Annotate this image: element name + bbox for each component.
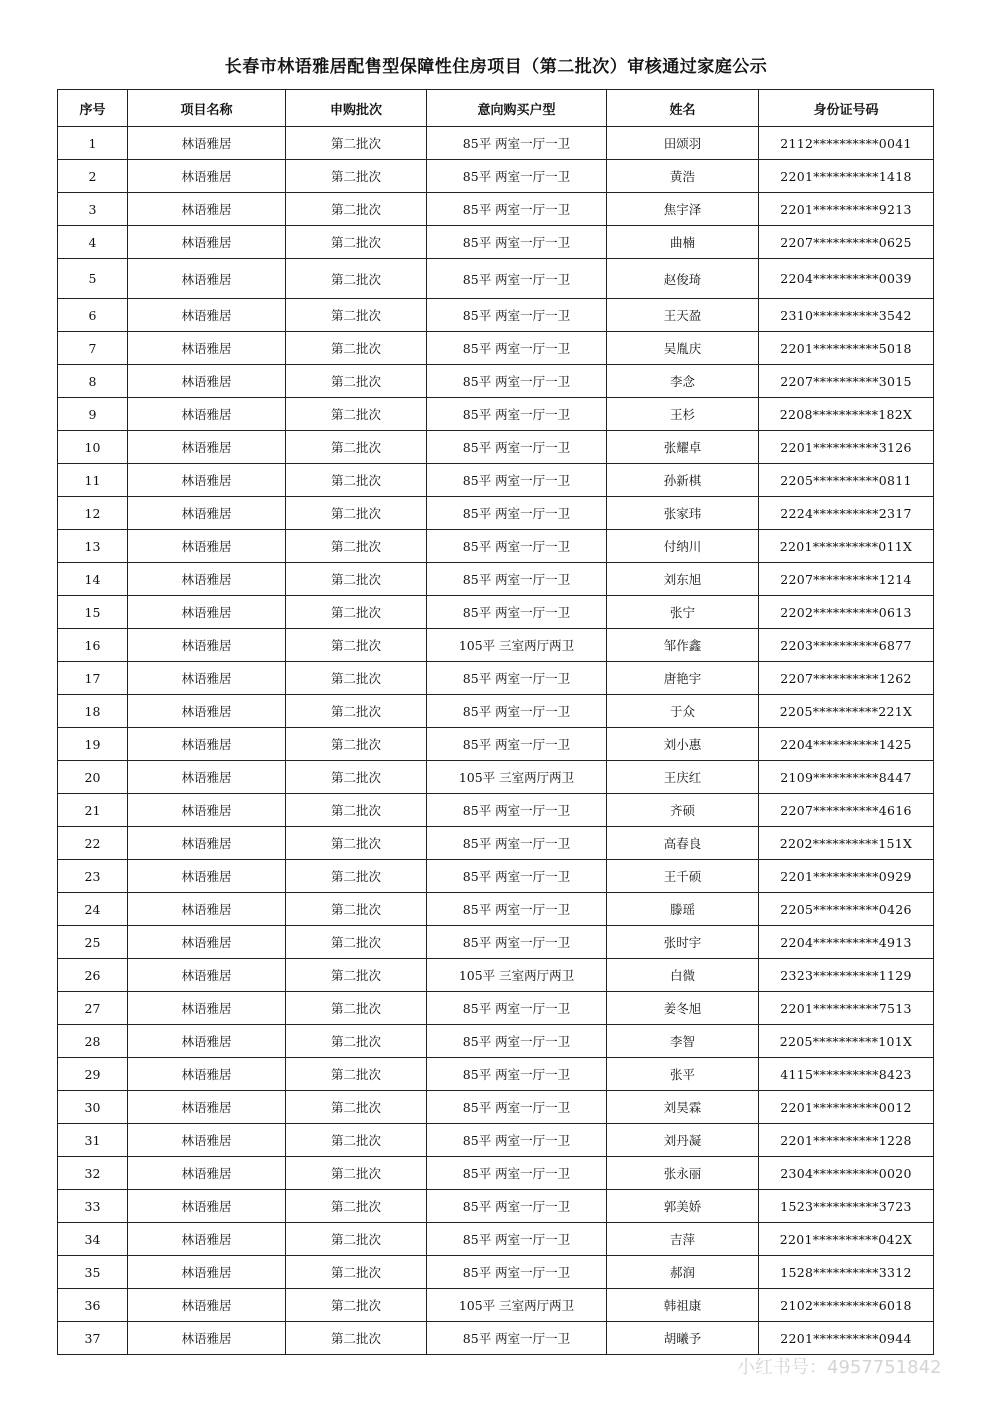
table-row — [58, 761, 934, 794]
table-row — [58, 226, 934, 259]
row-unit-type: 85平 两室一厅一卫 — [427, 1190, 607, 1223]
row-index: 2 — [58, 160, 128, 193]
row-name: 郭美娇 — [607, 1190, 759, 1223]
row-index: 31 — [58, 1124, 128, 1157]
row-name: 刘东旭 — [607, 563, 759, 596]
row-name: 郝润 — [607, 1256, 759, 1289]
row-batch: 第二批次 — [286, 530, 427, 563]
row-id-number: 2201**********1418 — [759, 160, 934, 193]
row-index: 20 — [58, 761, 128, 794]
row-unit-type: 85平 两室一厅一卫 — [427, 1223, 607, 1256]
row-index: 18 — [58, 695, 128, 728]
row-batch: 第二批次 — [286, 1322, 427, 1355]
row-project-name: 林语雅居 — [128, 893, 286, 926]
row-batch: 第二批次 — [286, 893, 427, 926]
row-project-name: 林语雅居 — [128, 1157, 286, 1190]
row-index: 23 — [58, 860, 128, 893]
table-row — [58, 1190, 934, 1223]
row-index: 7 — [58, 332, 128, 365]
row-project-name: 林语雅居 — [128, 695, 286, 728]
row-id-number: 2207**********1214 — [759, 563, 934, 596]
row-unit-type: 85平 两室一厅一卫 — [427, 299, 607, 332]
row-unit-type: 105平 三室两厅两卫 — [427, 629, 607, 662]
row-batch: 第二批次 — [286, 1256, 427, 1289]
table-row — [58, 926, 934, 959]
row-project-name: 林语雅居 — [128, 992, 286, 1025]
row-id-number: 2207**********0625 — [759, 226, 934, 259]
row-index: 16 — [58, 629, 128, 662]
row-unit-type: 85平 两室一厅一卫 — [427, 893, 607, 926]
row-id-number: 2201**********011X — [759, 530, 934, 563]
row-batch: 第二批次 — [286, 992, 427, 1025]
row-batch: 第二批次 — [286, 761, 427, 794]
row-index: 27 — [58, 992, 128, 1025]
row-index: 15 — [58, 596, 128, 629]
row-batch: 第二批次 — [286, 497, 427, 530]
row-batch: 第二批次 — [286, 596, 427, 629]
row-name: 吴胤庆 — [607, 332, 759, 365]
table-row — [58, 431, 934, 464]
table-row — [58, 299, 934, 332]
row-name: 韩祖康 — [607, 1289, 759, 1322]
row-name: 张耀卓 — [607, 431, 759, 464]
row-index: 13 — [58, 530, 128, 563]
row-unit-type: 85平 两室一厅一卫 — [427, 1157, 607, 1190]
row-unit-type: 85平 两室一厅一卫 — [427, 827, 607, 860]
row-project-name: 林语雅居 — [128, 1322, 286, 1355]
table-row — [58, 629, 934, 662]
row-id-number: 2201**********9213 — [759, 193, 934, 226]
header-unit-type: 意向购买户型 — [427, 90, 607, 127]
row-batch: 第二批次 — [286, 365, 427, 398]
row-id-number: 1528**********3312 — [759, 1256, 934, 1289]
row-name: 张家玮 — [607, 497, 759, 530]
row-project-name: 林语雅居 — [128, 1058, 286, 1091]
row-project-name: 林语雅居 — [128, 563, 286, 596]
row-index: 25 — [58, 926, 128, 959]
row-unit-type: 85平 两室一厅一卫 — [427, 728, 607, 761]
table-row — [58, 1157, 934, 1190]
row-unit-type: 85平 两室一厅一卫 — [427, 259, 607, 299]
table-row — [58, 530, 934, 563]
table-row — [58, 959, 934, 992]
row-id-number: 2201**********0929 — [759, 860, 934, 893]
table-row — [58, 259, 934, 299]
table-row — [58, 1025, 934, 1058]
row-project-name: 林语雅居 — [128, 794, 286, 827]
row-name: 曲楠 — [607, 226, 759, 259]
row-name: 李智 — [607, 1025, 759, 1058]
row-project-name: 林语雅居 — [128, 1256, 286, 1289]
table-row — [58, 497, 934, 530]
row-unit-type: 85平 两室一厅一卫 — [427, 464, 607, 497]
row-project-name: 林语雅居 — [128, 398, 286, 431]
row-name: 刘昊霖 — [607, 1091, 759, 1124]
table-row — [58, 464, 934, 497]
table-row — [58, 596, 934, 629]
row-unit-type: 85平 两室一厅一卫 — [427, 1058, 607, 1091]
row-id-number: 2201**********1228 — [759, 1124, 934, 1157]
row-project-name: 林语雅居 — [128, 629, 286, 662]
row-id-number: 2102**********6018 — [759, 1289, 934, 1322]
table-row — [58, 1058, 934, 1091]
row-id-number: 2112**********0041 — [759, 127, 934, 160]
row-batch: 第二批次 — [286, 827, 427, 860]
header-id-number: 身份证号码 — [759, 90, 934, 127]
row-unit-type: 85平 两室一厅一卫 — [427, 497, 607, 530]
row-unit-type: 85平 两室一厅一卫 — [427, 431, 607, 464]
row-unit-type: 85平 两室一厅一卫 — [427, 365, 607, 398]
row-project-name: 林语雅居 — [128, 193, 286, 226]
row-name: 赵俊琦 — [607, 259, 759, 299]
row-id-number: 2207**********3015 — [759, 365, 934, 398]
row-name: 王千硕 — [607, 860, 759, 893]
row-name: 白微 — [607, 959, 759, 992]
row-unit-type: 85平 两室一厅一卫 — [427, 1322, 607, 1355]
row-unit-type: 85平 两室一厅一卫 — [427, 127, 607, 160]
row-name: 邹作鑫 — [607, 629, 759, 662]
row-name: 刘小惠 — [607, 728, 759, 761]
row-id-number: 2205**********0811 — [759, 464, 934, 497]
row-name: 张宁 — [607, 596, 759, 629]
row-batch: 第二批次 — [286, 259, 427, 299]
row-id-number: 2201**********3126 — [759, 431, 934, 464]
row-id-number: 2207**********1262 — [759, 662, 934, 695]
row-unit-type: 85平 两室一厅一卫 — [427, 226, 607, 259]
row-batch: 第二批次 — [286, 695, 427, 728]
row-unit-type: 105平 三室两厅两卫 — [427, 959, 607, 992]
row-batch: 第二批次 — [286, 1058, 427, 1091]
row-name: 滕瑶 — [607, 893, 759, 926]
row-id-number: 2204**********1425 — [759, 728, 934, 761]
table-row — [58, 398, 934, 431]
row-index: 9 — [58, 398, 128, 431]
header-project-name: 项目名称 — [128, 90, 286, 127]
row-project-name: 林语雅居 — [128, 761, 286, 794]
row-batch: 第二批次 — [286, 1025, 427, 1058]
row-project-name: 林语雅居 — [128, 662, 286, 695]
row-id-number: 2202**********151X — [759, 827, 934, 860]
row-id-number: 2205**********221X — [759, 695, 934, 728]
row-batch: 第二批次 — [286, 1157, 427, 1190]
row-unit-type: 85平 两室一厅一卫 — [427, 160, 607, 193]
row-index: 30 — [58, 1091, 128, 1124]
watermark-text: 小红书号：4957751842 — [737, 1357, 942, 1378]
row-name: 张平 — [607, 1058, 759, 1091]
table-row — [58, 127, 934, 160]
table-row — [58, 1256, 934, 1289]
row-unit-type: 105平 三室两厅两卫 — [427, 1289, 607, 1322]
row-batch: 第二批次 — [286, 629, 427, 662]
row-name: 王天盈 — [607, 299, 759, 332]
row-index: 21 — [58, 794, 128, 827]
row-index: 17 — [58, 662, 128, 695]
row-project-name: 林语雅居 — [128, 464, 286, 497]
row-id-number: 2203**********6877 — [759, 629, 934, 662]
row-name: 唐艳宇 — [607, 662, 759, 695]
row-project-name: 林语雅居 — [128, 160, 286, 193]
row-index: 29 — [58, 1058, 128, 1091]
row-index: 37 — [58, 1322, 128, 1355]
family-list-table — [57, 89, 934, 1355]
row-project-name: 林语雅居 — [128, 959, 286, 992]
row-name: 孙新棋 — [607, 464, 759, 497]
row-batch: 第二批次 — [286, 860, 427, 893]
row-project-name: 林语雅居 — [128, 1289, 286, 1322]
row-unit-type: 85平 两室一厅一卫 — [427, 596, 607, 629]
table-row — [58, 695, 934, 728]
row-index: 32 — [58, 1157, 128, 1190]
table-row — [58, 1223, 934, 1256]
row-name: 齐硕 — [607, 794, 759, 827]
row-project-name: 林语雅居 — [128, 596, 286, 629]
row-unit-type: 85平 两室一厅一卫 — [427, 530, 607, 563]
row-project-name: 林语雅居 — [128, 259, 286, 299]
row-batch: 第二批次 — [286, 926, 427, 959]
row-unit-type: 85平 两室一厅一卫 — [427, 398, 607, 431]
row-batch: 第二批次 — [286, 160, 427, 193]
row-id-number: 2207**********4616 — [759, 794, 934, 827]
row-project-name: 林语雅居 — [128, 827, 286, 860]
row-name: 田颂羽 — [607, 127, 759, 160]
row-id-number: 2224**********2317 — [759, 497, 934, 530]
row-project-name: 林语雅居 — [128, 1025, 286, 1058]
table-row — [58, 893, 934, 926]
row-project-name: 林语雅居 — [128, 299, 286, 332]
table-row — [58, 827, 934, 860]
row-index: 5 — [58, 259, 128, 299]
row-id-number: 2205**********0426 — [759, 893, 934, 926]
row-index: 34 — [58, 1223, 128, 1256]
row-index: 3 — [58, 193, 128, 226]
table-row — [58, 1322, 934, 1355]
row-unit-type: 85平 两室一厅一卫 — [427, 1091, 607, 1124]
row-unit-type: 85平 两室一厅一卫 — [427, 563, 607, 596]
row-name: 胡曦予 — [607, 1322, 759, 1355]
row-unit-type: 105平 三室两厅两卫 — [427, 761, 607, 794]
row-id-number: 2201**********0012 — [759, 1091, 934, 1124]
row-index: 8 — [58, 365, 128, 398]
row-index: 24 — [58, 893, 128, 926]
row-name: 付纳川 — [607, 530, 759, 563]
row-name: 黄浩 — [607, 160, 759, 193]
row-index: 14 — [58, 563, 128, 596]
row-name: 张永丽 — [607, 1157, 759, 1190]
row-name: 高春良 — [607, 827, 759, 860]
row-batch: 第二批次 — [286, 1124, 427, 1157]
row-batch: 第二批次 — [286, 1190, 427, 1223]
row-project-name: 林语雅居 — [128, 1190, 286, 1223]
header-name: 姓名 — [607, 90, 759, 127]
row-index: 26 — [58, 959, 128, 992]
row-index: 12 — [58, 497, 128, 530]
row-name: 于众 — [607, 695, 759, 728]
row-index: 6 — [58, 299, 128, 332]
row-name: 焦宇泽 — [607, 193, 759, 226]
row-unit-type: 85平 两室一厅一卫 — [427, 193, 607, 226]
row-id-number: 2310**********3542 — [759, 299, 934, 332]
row-id-number: 1523**********3723 — [759, 1190, 934, 1223]
row-project-name: 林语雅居 — [128, 926, 286, 959]
row-index: 36 — [58, 1289, 128, 1322]
row-batch: 第二批次 — [286, 1223, 427, 1256]
row-index: 22 — [58, 827, 128, 860]
row-batch: 第二批次 — [286, 1289, 427, 1322]
row-name: 李念 — [607, 365, 759, 398]
row-index: 10 — [58, 431, 128, 464]
row-id-number: 2109**********8447 — [759, 761, 934, 794]
row-id-number: 2323**********1129 — [759, 959, 934, 992]
header-batch: 申购批次 — [286, 90, 427, 127]
row-unit-type: 85平 两室一厅一卫 — [427, 695, 607, 728]
table-row — [58, 860, 934, 893]
row-batch: 第二批次 — [286, 794, 427, 827]
row-batch: 第二批次 — [286, 1091, 427, 1124]
header-index: 序号 — [58, 90, 128, 127]
table-row — [58, 563, 934, 596]
row-index: 11 — [58, 464, 128, 497]
table-row — [58, 1124, 934, 1157]
row-name: 王庆红 — [607, 761, 759, 794]
table-row — [58, 662, 934, 695]
row-unit-type: 85平 两室一厅一卫 — [427, 662, 607, 695]
row-project-name: 林语雅居 — [128, 1091, 286, 1124]
row-name: 姜冬旭 — [607, 992, 759, 1025]
row-name: 张时宇 — [607, 926, 759, 959]
row-project-name: 林语雅居 — [128, 497, 286, 530]
row-project-name: 林语雅居 — [128, 1223, 286, 1256]
row-unit-type: 85平 两室一厅一卫 — [427, 1124, 607, 1157]
row-id-number: 2204**********0039 — [759, 259, 934, 299]
row-id-number: 2201**********7513 — [759, 992, 934, 1025]
table-row — [58, 992, 934, 1025]
row-name: 刘丹凝 — [607, 1124, 759, 1157]
row-batch: 第二批次 — [286, 299, 427, 332]
row-index: 28 — [58, 1025, 128, 1058]
row-project-name: 林语雅居 — [128, 127, 286, 160]
row-project-name: 林语雅居 — [128, 226, 286, 259]
row-batch: 第二批次 — [286, 959, 427, 992]
row-project-name: 林语雅居 — [128, 530, 286, 563]
table-row — [58, 193, 934, 226]
row-id-number: 2205**********101X — [759, 1025, 934, 1058]
row-project-name: 林语雅居 — [128, 1124, 286, 1157]
row-unit-type: 85平 两室一厅一卫 — [427, 926, 607, 959]
row-unit-type: 85平 两室一厅一卫 — [427, 1256, 607, 1289]
row-batch: 第二批次 — [286, 332, 427, 365]
row-batch: 第二批次 — [286, 193, 427, 226]
row-project-name: 林语雅居 — [128, 860, 286, 893]
row-batch: 第二批次 — [286, 431, 427, 464]
row-unit-type: 85平 两室一厅一卫 — [427, 1025, 607, 1058]
row-batch: 第二批次 — [286, 464, 427, 497]
row-id-number: 2304**********0020 — [759, 1157, 934, 1190]
row-id-number: 2202**********0613 — [759, 596, 934, 629]
table-row — [58, 794, 934, 827]
row-project-name: 林语雅居 — [128, 431, 286, 464]
row-name: 王杉 — [607, 398, 759, 431]
row-unit-type: 85平 两室一厅一卫 — [427, 992, 607, 1025]
row-id-number: 2204**********4913 — [759, 926, 934, 959]
row-index: 4 — [58, 226, 128, 259]
table-row — [58, 728, 934, 761]
row-index: 33 — [58, 1190, 128, 1223]
row-project-name: 林语雅居 — [128, 365, 286, 398]
row-unit-type: 85平 两室一厅一卫 — [427, 794, 607, 827]
table-header-row — [58, 90, 934, 127]
table-row — [58, 160, 934, 193]
row-batch: 第二批次 — [286, 226, 427, 259]
row-id-number: 2201**********042X — [759, 1223, 934, 1256]
row-project-name: 林语雅居 — [128, 332, 286, 365]
row-batch: 第二批次 — [286, 728, 427, 761]
row-id-number: 4115**********8423 — [759, 1058, 934, 1091]
row-index: 19 — [58, 728, 128, 761]
page-title: 长春市林语雅居配售型保障性住房项目（第二批次）审核通过家庭公示 — [224, 57, 768, 77]
row-id-number: 2201**********5018 — [759, 332, 934, 365]
row-id-number: 2208**********182X — [759, 398, 934, 431]
row-unit-type: 85平 两室一厅一卫 — [427, 860, 607, 893]
table-row — [58, 332, 934, 365]
row-unit-type: 85平 两室一厅一卫 — [427, 332, 607, 365]
row-batch: 第二批次 — [286, 662, 427, 695]
table-row — [58, 1289, 934, 1322]
row-batch: 第二批次 — [286, 127, 427, 160]
row-index: 1 — [58, 127, 128, 160]
row-name: 吉萍 — [607, 1223, 759, 1256]
row-id-number: 2201**********0944 — [759, 1322, 934, 1355]
table-row — [58, 1091, 934, 1124]
row-batch: 第二批次 — [286, 398, 427, 431]
table-row — [58, 365, 934, 398]
row-batch: 第二批次 — [286, 563, 427, 596]
row-project-name: 林语雅居 — [128, 728, 286, 761]
row-index: 35 — [58, 1256, 128, 1289]
